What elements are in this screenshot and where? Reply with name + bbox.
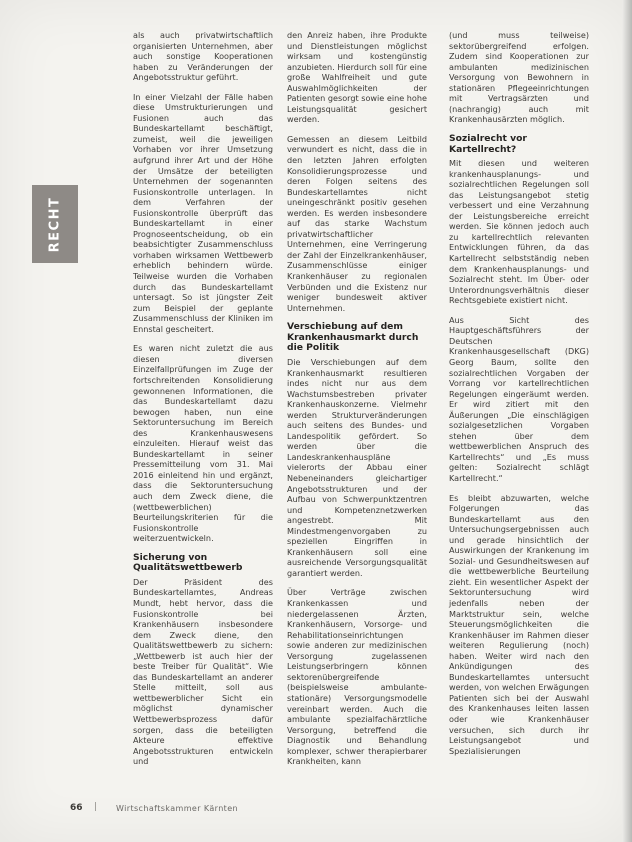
paragraph: als auch privatwirtschaftlich organisierten Unternehmen, aber auch sonstige Kooperationen haben zu Veränderungen der Angebotsstruktur geführt. [133, 30, 273, 83]
text-column-3 [449, 30, 589, 765]
paragraph: Mit diesen und weiteren krankenhausplanungs- und sozialrechtlichen Regelungen soll das Leistungsangebot stetig verbessert und eine Verzahnung der Leistungsbereiche erreicht werden. Sie können jedoch auch zu kartellrechtlich relevanten Entwicklungen führen, da das Kartellrecht selbstständig neben dem Krankenhausplanungs- und Sozialrecht steht. Im Über- oder Unterordnungsverhältnis dieser Rechtsgebiete existiert nicht. [449, 158, 589, 306]
paragraph: Es bleibt abzuwarten, welche Folgerungen das Bundeskartellamt aus den Untersuchungsergebnissen auch und gerade hinsichtlich der Auswirkungen der Krankenung im Sozial- und Gesundheitswesen auf die wettbewerbliche Beurteilung zieht. Ein wesentlicher Aspekt der Sektoruntersuchung wird jedenfalls neben der Marktstruktur sein, welche Steuerungsmöglichkeiten die Krankenhäuser im Rahmen dieser weiteren Regulierung (noch) haben. Weiter wird nach den Ankündigungen des Bundeskartellamtes untersucht werden, von welchen Erwägungen Patienten sich bei der Auswahl des Krankenhauses leiten lassen oder wie Krankenhäuser versuchen, sich durch ihr Leistungsangebot und Spezialisierungen [449, 492, 589, 756]
section-tab [32, 185, 78, 263]
paragraph: Es waren nicht zuletzt die aus diesen diversen Einzelfallprüfungen im Zuge der fortschreitenden Konsolidierung gewonnenen Informationen, die das Bundeskartellamt dazu bewogen haben, nun eine Sektoruntersuchung im Bereich des Krankenhauswesens einzuleiten. Hierauf weist das Bundeskartellamt in seiner Pressemitteilung vom 31. Mai 2016 einleitend hin und ergänzt, dass die Sektoruntersuchung auch dem Zweck diene, die (wettbewerblichen) Beurteilungskriterien für die Fusionskontrolle weiterzuentwickeln. [133, 343, 273, 544]
paragraph: den Anreiz haben, ihre Produkte und Dienstleistungen möglichst wirksam und kostengünstig anzubieten. Hierdurch soll für eine große Wahlfreiheit und gute Auswahlmöglichkeiten der Patienten gesorgt sowie eine hohe Leistungsqualität gesichert werden. [287, 30, 427, 125]
paragraph: Die Verschiebungen auf dem Krankenhausmarkt resultieren indes nicht nur aus dem Wachstumsbestreben privater Krankenhauskonzerne. Vielmehr werden Strukturveränderungen auch seitens des Bundes- und Landespolitik gefördert. So werden über die Landeskrankenhauspläne vielerorts der Abbau einer Nebeneinanders gleichartiger Angebotsstrukturen und der Aufbau von Schwerpunktzentren und Kompetenznetzwerken angestrebt. Mit Mindestmengenvorgaben zu speziellen Eingriffen in Krankenhäusern soll eine ausreichende Versorgungsqualität garantiert werden. [287, 357, 427, 578]
paragraph: Gemessen an diesem Leitbild verwundert es nicht, dass die in den letzten Jahren erfolgten Konsolidierungsprozesse und deren Folgen seitens des Bundeskartellamtes nicht uneingeschränkt positiv gesehen werden. Es werden insbesondere auf das starke Wachstum privatwirtschaftlicher Unternehmen, eine Verringerung der Zahl der Einzelkrankenhäuser, Zusammenschlüsse einiger Krankenhäuser zu regionalen Verbünden und die Existenz nur weniger bundesweit aktiver Unternehmen. [287, 133, 427, 313]
paragraph: (und muss teilweise) sektorübergreifend erfolgen. Zudem sind Kooperationen zur ambulanten medizinischen Versorgung von Bewohnern in stationären Pflegeeinrichtungen mit Vertragsärzten und (nachrangig) auch mit Krankenhausärzten möglich. [449, 30, 589, 125]
section-tab-label: RECHT [47, 196, 63, 252]
footer-separator: | [94, 802, 98, 812]
paragraph: In einer Vielzahl der Fälle haben diese Umstrukturierungen und Fusionen auch das Bundeskartellamt beschäftigt, zumeist, weil die jeweiligen Vorhaben vor ihrer Umsetzung aufgrund ihrer Art und der Höhe der Umsätze der beteiligten Unternehmen der sogenannten Fusionskontrolle unterlagen. In dem Verfahren der Fusionskontrolle überprüft das Bundeskartellamt in einer Prognoseentscheidung, ob ein beabsichtigter Zusammenschluss vorhaben wirksamen Wettbewerb erheblich behindern würde. Teilweise wurden die Vorhaben durch das Bundeskartellamt untersagt. So ist jüngster Zeit zum Beispiel der geplante Zusammenschluss der Kliniken im Ennstal gescheitert. [133, 91, 273, 334]
paragraph: Über Verträge zwischen Krankenkassen und niedergelassenen Ärzten, Krankenhäusern, Vorsorge- und Rehabilitationseinrichtungen sowie anderen zur medizinischen Versorgung zugelassenen Leistungserbringern können sektorenübergreifende (beispielsweise ambulante-stationäre) Versorgungsmodelle vereinbart werden. Auch die ambulante spezialfachärztliche Versorgung, betreffend die Diagnostik und Behandlung komplexer, schwer therapierbarer Krankheiten, kann [287, 587, 427, 767]
text-column-1 [133, 30, 273, 776]
section-heading: Sozialrecht vor Kartellrecht? [449, 132, 527, 155]
text-column-2 [287, 30, 427, 776]
scan-edge [622, 0, 632, 842]
publication-title: Wirtschaftskammer Kärnten [116, 804, 238, 813]
section-heading: Sicherung von Qualitätswettbewerb [133, 551, 243, 574]
page-number: 66 [70, 803, 83, 813]
paragraph: Der Präsident des Bundeskartellamtes, Andreas Mundt, hebt hervor, dass die Fusionskontrolle bei Krankenhäusern insbesondere dem Zweck diene, den Qualitätswettbewerb zu sichern: „Wettbewerb ist auch hier der beste Treiber für Qualität“. Wie das Bundeskartellamt an anderer Stelle mitteilt, soll aus wettbewerblicher Sicht ein möglichst dynamischer Wettbewerbsprozess dafür sorgen, dass die beteiligten Akteure effektive Angebotsstrukturen entwickeln und [133, 576, 273, 767]
paragraph: Aus Sicht des Hauptgeschäftsführers der Deutschen Krankenhausgesellschaft (DKG) Georg Baum, sollte den sozialrechtlichen Vorgaben der Vorrang vor kartellrechtlichen Regelungen eingeräumt werden. Er wird zitiert mit den Äußerungen „Die einschlägigen sozialgesetzlichen Vorgaben stehen über dem wettbewerblichen Anspruch des Kartellrechts“ und „Es muss gelten: Sozialrecht schlägt Kartellrecht.“ [449, 314, 589, 483]
section-heading: Verschiebung auf dem Krankenhausmarkt durch die Politik [287, 321, 419, 354]
